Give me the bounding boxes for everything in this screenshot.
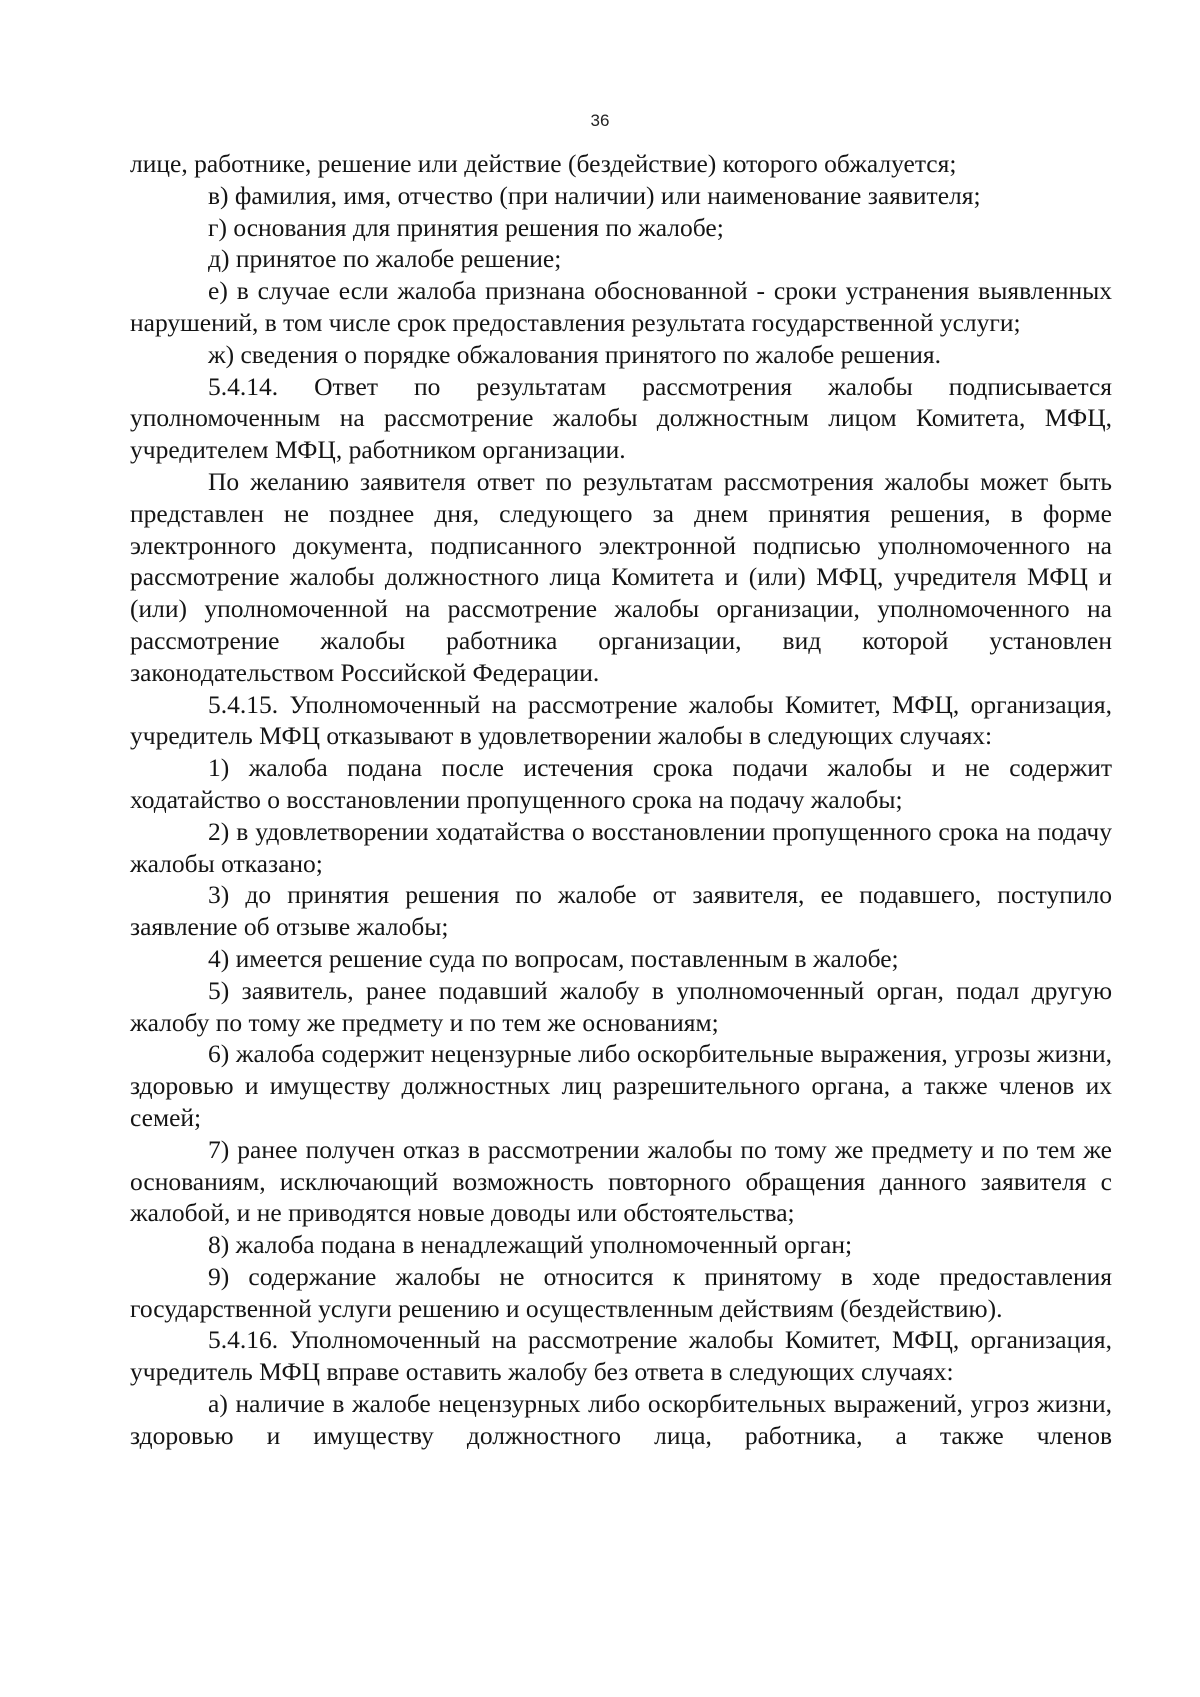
refusal-item-1: 1) жалоба подана после истечения срока подачи жалобы и не содержит ходатайство о восстановлении пропущенного срока на подачу жалобы; xyxy=(130,753,1112,814)
no-answer-item-a: а) наличие в жалобе нецензурных либо оскорбительных выражений, угроз жизни, здоровью и имуществу должностного лица, работника, а также членов xyxy=(130,1389,1112,1450)
list-item-g: г) основания для принятия решения по жалобе; xyxy=(208,212,724,242)
refusal-item-8: 8) жалоба подана в ненадлежащий уполномоченный орган; xyxy=(208,1230,853,1260)
clause-5-4-16: 5.4.16. Уполномоченный на рассмотрение жалобы Комитет, МФЦ, организация, учредитель МФЦ вправе оставить жалобу без ответа в следующих случаях: xyxy=(130,1325,1112,1387)
clause-5-4-14: 5.4.14. Ответ по результатам рассмотрения жалобы подписывается уполномоченным на рассмотрение жалобы должностным лицом Комитета, МФЦ, учредителем МФЦ, работником организации. xyxy=(130,371,1112,465)
list-item-d: д) принятое по жалобе решение; xyxy=(208,244,562,274)
refusal-item-3: 3) до принятия решения по жалобе от заявителя, ее подавшего, поступило заявление об отзыве жалобы; xyxy=(130,880,1112,942)
list-item-e: е) в случае если жалоба признана обоснованной - сроки устранения выявленных нарушений, в том числе срок предоставления результата государственной услуги; xyxy=(130,276,1112,337)
refusal-item-7: 7) ранее получен отказ в рассмотрении жалобы по тому же предмету и по тем же основаниям, исключающий возможность повторного обращения данного заявителя с жалобой, и не приводятся новые доводы или обстоятельства; xyxy=(130,1134,1112,1228)
paragraph-electronic-answer: По желанию заявителя ответ по результатам рассмотрения жалобы может быть представлен не позднее дня, следующего за днем принятия решения, в форме электронного документа, подписанного электронной подписью уполномоченного на рассмотрение жалобы должностного лица Комитета и (или) МФЦ, учредителя МФЦ и (или) уполномоченной на рассмотрение жалобы организации, уполномоченного на рассмотрение жалобы работника организации, вид которой установлен законодательством Российской Федерации. xyxy=(130,466,1112,687)
refusal-item-9: 9) содержание жалобы не относится к принятому в ходе предоставления государственной услуги решению и осуществленным действиям (бездействию). xyxy=(130,1261,1112,1323)
refusal-item-5: 5) заявитель, ранее подавший жалобу в уполномоченный орган, подал другую жалобу по тому же предмету и по тем же основаниям; xyxy=(130,975,1112,1037)
list-item-v: в) фамилия, имя, отчество (при наличии) или наименование заявителя; xyxy=(208,180,981,210)
list-item-zh: ж) сведения о порядке обжалования принятого по жалобе решения. xyxy=(208,339,942,369)
refusal-item-2: 2) в удовлетворении ходатайства о восстановлении пропущенного срока на подачу жалобы отказано; xyxy=(130,816,1112,878)
clause-5-4-15: 5.4.15. Уполномоченный на рассмотрение жалобы Комитет, МФЦ, организация, учредитель МФЦ отказывают в удовлетворении жалобы в следующих случаях: xyxy=(130,689,1112,751)
refusal-item-6: 6) жалоба содержит нецензурные либо оскорбительные выражения, угрозы жизни, здоровью и имуществу должностных лиц разрешительного органа, а также членов их семей; xyxy=(130,1039,1112,1132)
document-body xyxy=(130,148,1112,1452)
refusal-item-4: 4) имеется решение суда по вопросам, поставленным в жалобе; xyxy=(208,943,899,973)
paragraph: лице, работнике, решение или действие (бездействие) которого обжалуется; xyxy=(130,149,957,178)
page-number: 36 xyxy=(590,111,610,130)
